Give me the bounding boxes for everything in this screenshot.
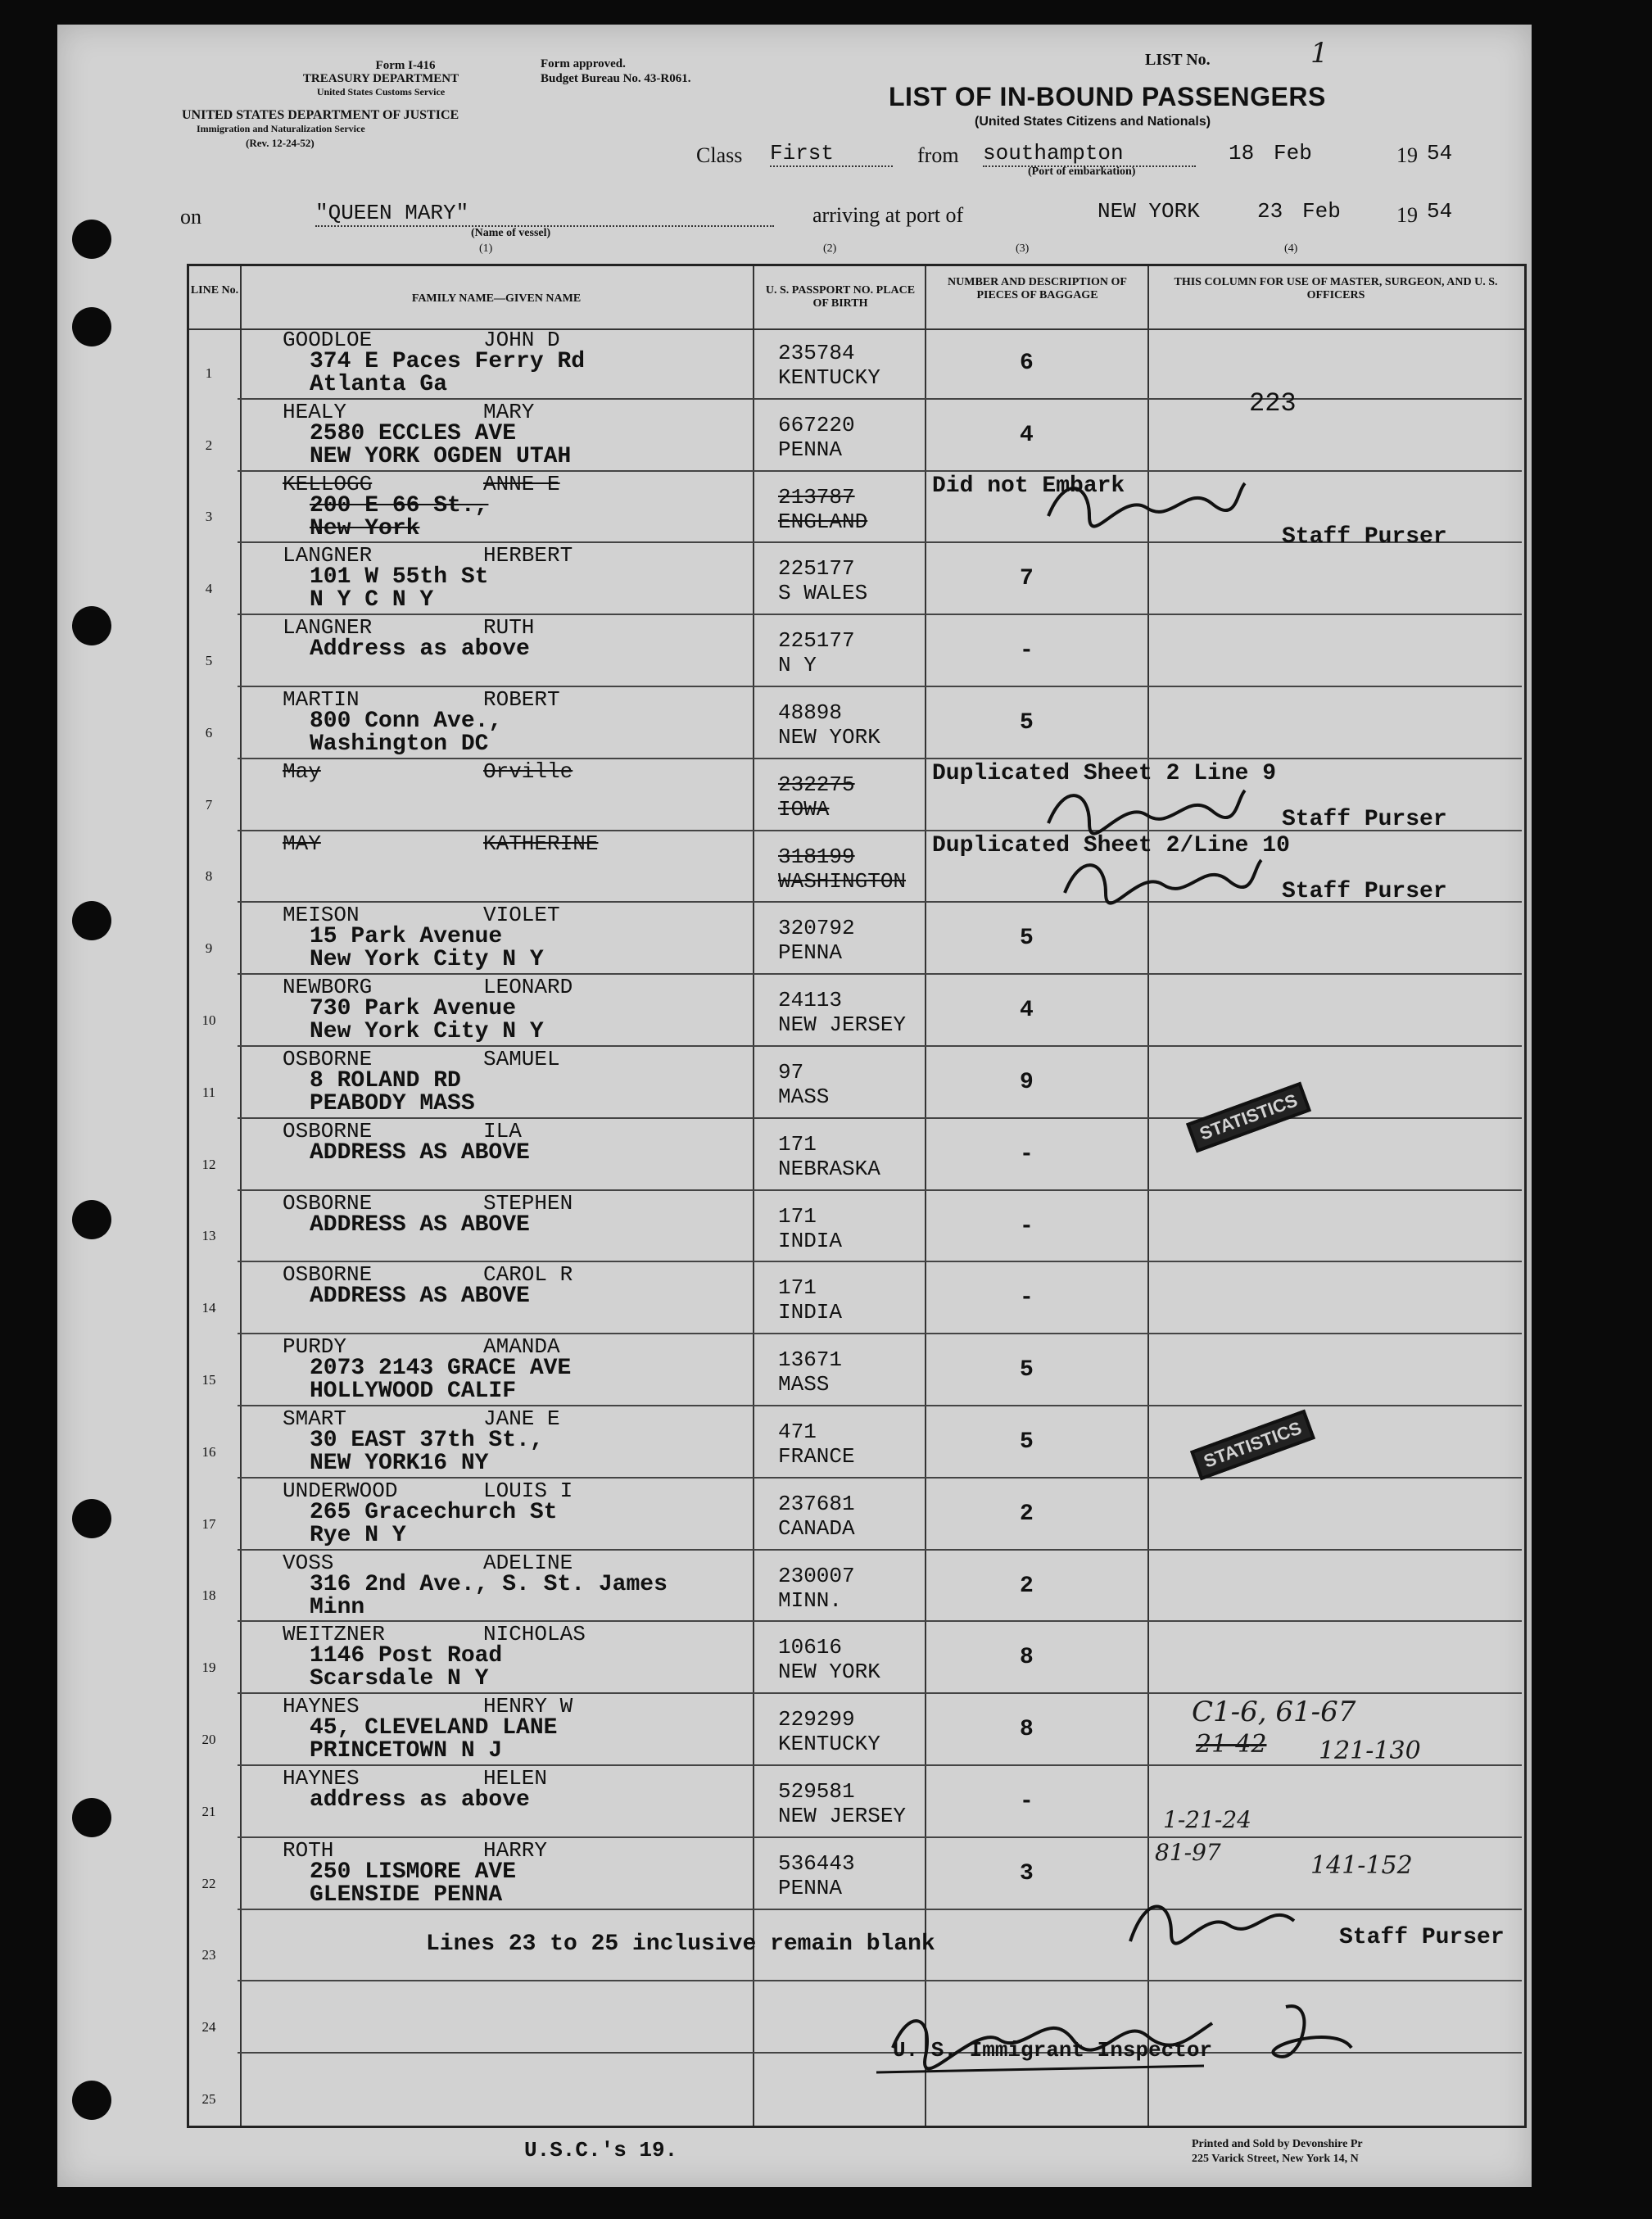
line-number: 21 (201, 1803, 216, 1819)
baggage-count: 2 (1020, 1573, 1034, 1599)
depart-year-suffix: 54 (1427, 141, 1453, 165)
address-line-2: Minn (310, 1594, 365, 1620)
baggage-count: 8 (1020, 1717, 1034, 1743)
baggage-count: 8 (1020, 1645, 1034, 1671)
given-name: LOUIS I (483, 1478, 573, 1503)
address-line-1: 8 ROLAND RD (310, 1068, 461, 1094)
line-number: 4 (205, 581, 213, 597)
binder-hole (72, 1499, 111, 1538)
row-divider (238, 470, 1522, 472)
address-line-2: GLENSIDE PENNA (310, 1882, 503, 1908)
address-line-2: Scarsdale N Y (310, 1666, 489, 1692)
address-line-1: 15 Park Avenue (310, 924, 503, 950)
binder-hole (72, 1200, 111, 1239)
address-line-1: 200 E 66 St., (310, 492, 489, 519)
line-number: 16 (201, 1443, 216, 1460)
depart-year-prefix: 19 (1396, 143, 1418, 167)
baggage-count: - (1020, 1789, 1034, 1814)
place-of-birth: KENTUCKY (778, 1732, 880, 1757)
place-of-birth: PENNA (778, 437, 843, 462)
printer-line-1: Printed and Sold by Devonshire Pr (1192, 2138, 1363, 2150)
family-name: OSBORNE (283, 1047, 373, 1071)
class-field: First (770, 141, 893, 167)
passport-number: 529581 (778, 1779, 855, 1804)
passport-number: 10616 (778, 1635, 843, 1660)
row-divider (238, 1692, 1522, 1694)
binder-hole (72, 307, 111, 346)
line-number: 18 (201, 1587, 216, 1604)
family-name: KELLOGG (283, 471, 373, 496)
officer-note: Duplicated Sheet 2/Line 10 (932, 832, 1290, 858)
class-label: Class (696, 143, 743, 167)
family-name: SMART (283, 1406, 347, 1431)
from-field: southampton (983, 141, 1196, 167)
family-name: NEWBORG (283, 975, 373, 1000)
baggage-count: 5 (1020, 926, 1034, 952)
address-line-2: NEW YORK OGDEN UTAH (310, 443, 572, 469)
family-name: ROTH (283, 1837, 334, 1863)
place-of-birth: KENTUCKY (778, 365, 880, 390)
family-name: HAYNES (283, 1766, 360, 1791)
family-name: May (283, 759, 321, 784)
given-name: HELEN (483, 1766, 548, 1791)
place-of-birth: NEW YORK (778, 1660, 880, 1685)
baggage-count: 4 (1020, 422, 1034, 448)
address-line-1: ADDRESS AS ABOVE (310, 1139, 530, 1166)
row-divider (238, 758, 1522, 759)
given-name: LEONARD (483, 975, 573, 1000)
row-divider (238, 1836, 1522, 1838)
family-name: OSBORNE (283, 1118, 373, 1143)
form-revision: (Rev. 12-24-52) (246, 137, 315, 149)
address-line-2: Rye N Y (310, 1522, 406, 1548)
address-line-1: ADDRESS AS ABOVE (310, 1284, 530, 1310)
place-of-birth: PENNA (778, 940, 843, 966)
given-name: KATHERINE (483, 831, 599, 856)
address-line-1: 2580 ECCLES AVE (310, 420, 517, 446)
purser-signature (1057, 844, 1270, 917)
baggage-count: 2 (1020, 1501, 1034, 1527)
from-label: from (917, 143, 959, 167)
row-divider (238, 1549, 1522, 1551)
depart-month: Feb (1274, 141, 1312, 165)
col-header-passport: U. S. PASSPORT NO. PLACE OF BIRTH (765, 284, 916, 310)
address-line-1: 1146 Post Road (310, 1643, 503, 1669)
justice-dept: UNITED STATES DEPARTMENT OF JUSTICE (182, 108, 459, 122)
place-of-birth: N Y (778, 653, 817, 678)
line-number: 13 (201, 1228, 216, 1244)
address-line-2: N Y C N Y (310, 587, 434, 614)
place-of-birth: ENGLAND (778, 509, 868, 534)
line-number: 17 (201, 1515, 216, 1532)
col-header-officers: THIS COLUMN FOR USE OF MASTER, SURGEON, AND U. S. OFFICERS (1174, 276, 1498, 301)
place-of-birth: NEW JERSEY (778, 1804, 907, 1828)
purser-signature (1040, 467, 1253, 541)
family-name: VOSS (283, 1550, 334, 1575)
address-line-1: 374 E Paces Ferry Rd (310, 349, 586, 374)
line-number: 24 (201, 2019, 216, 2036)
family-name: LANGNER (283, 615, 373, 641)
row-divider (238, 1117, 1522, 1119)
given-name: STEPHEN (483, 1190, 573, 1216)
col-num-1: (1) (479, 242, 493, 255)
row-divider (238, 1909, 1522, 1910)
family-name: MARTIN (283, 687, 360, 712)
row-divider (238, 398, 1522, 400)
tally-note: C1-6, 61-67 (1192, 1696, 1356, 1728)
passport-number: 318199 (778, 844, 855, 869)
purser-signature (1040, 774, 1253, 848)
family-name: OSBORNE (283, 1262, 373, 1288)
given-name: ILA (483, 1118, 522, 1143)
line-number: 25 (201, 2091, 216, 2107)
treasury-dept: TREASURY DEPARTMENT (302, 72, 459, 85)
binder-hole (72, 2081, 111, 2120)
passport-number: 229299 (778, 1707, 855, 1732)
tally-note: 141-152 (1310, 1851, 1413, 1880)
address-line-2: NEW YORK16 NY (310, 1451, 489, 1476)
line-number: 20 (201, 1732, 216, 1747)
page-subtitle: (United States Citizens and Nationals) (975, 115, 1211, 129)
passport-number: 232275 (778, 772, 855, 797)
address-line-1: ADDRESS AS ABOVE (310, 1211, 530, 1238)
given-name: NICHOLAS (483, 1622, 586, 1647)
officer-note: Did not Embark (932, 473, 1125, 499)
col-num-3: (3) (1016, 242, 1030, 255)
baggage-count: 4 (1020, 998, 1034, 1024)
arrival-month: Feb (1302, 199, 1341, 224)
line-number: 23 (201, 1947, 216, 1963)
staff-purser-line8: Staff Purser (1282, 879, 1447, 904)
passport-number: 48898 (778, 700, 843, 725)
form-approved: Form approved. (541, 57, 626, 70)
arrival-port: NEW YORK (1098, 199, 1200, 224)
tally-note: 81-97 (1155, 1839, 1221, 1866)
place-of-birth: MINN. (778, 1587, 843, 1613)
address-line-1: address as above (310, 1787, 530, 1813)
row-divider (238, 614, 1522, 615)
address-line-1: 800 Conn Ave., (310, 709, 503, 734)
given-name: ADELINE (483, 1550, 573, 1575)
arrival-day: 23 (1257, 199, 1283, 224)
place-of-birth: MASS (778, 1372, 830, 1397)
line-number: 10 (201, 1012, 216, 1028)
on-label: on (180, 205, 201, 229)
statistics-stamp: STATISTICS (1186, 1082, 1311, 1153)
family-name: LANGNER (283, 543, 373, 568)
family-name: HEALY (283, 399, 347, 424)
line-number: 22 (201, 1875, 216, 1891)
passport-number: 24113 (778, 988, 843, 1013)
blank-lines-note: Lines 23 to 25 inclusive remain blank (426, 1931, 935, 1957)
address-line-2: HOLLYWOOD CALIF (310, 1379, 517, 1405)
place-of-birth: PENNA (778, 1875, 843, 1900)
given-name: JOHN D (483, 328, 560, 352)
line-number: 2 (205, 437, 213, 453)
line-number: 19 (201, 1660, 216, 1676)
line-number: 3 (205, 509, 213, 525)
line-number: 14 (201, 1300, 216, 1316)
address-line-1: 101 W 55th St (310, 564, 489, 591)
col-header-line: LINE No. (190, 284, 239, 297)
given-name: AMANDA (483, 1334, 560, 1360)
place-of-birth: WASHINGTON (778, 868, 907, 894)
col-num-4: (4) (1284, 242, 1298, 255)
given-name: HENRY W (483, 1694, 573, 1719)
passport-number: 225177 (778, 556, 855, 582)
address-line-1: 2073 2143 GRACE AVE (310, 1356, 572, 1382)
passport-number: 171 (778, 1131, 817, 1157)
depart-day: 18 (1229, 141, 1255, 165)
given-name: CAROL R (483, 1262, 573, 1288)
statistics-stamp: STATISTICS (1190, 1410, 1315, 1481)
address-line-1: 316 2nd Ave., S. St. James (310, 1571, 668, 1597)
inspector-caption: U. S. Immigrant Inspector (893, 2038, 1213, 2063)
col-header-name: FAMILY NAME—GIVEN NAME (411, 292, 582, 305)
address-line-1: 265 Gracechurch St (310, 1499, 558, 1525)
passport-number: 235784 (778, 341, 855, 365)
passport-number: 471 (778, 1420, 817, 1444)
col-header-baggage: NUMBER AND DESCRIPTION OF PIECES OF BAGGAGE (948, 276, 1127, 301)
place-of-birth: MASS (778, 1085, 830, 1109)
line-number: 11 (201, 1084, 216, 1100)
address-line-2: New York City N Y (310, 947, 544, 973)
place-of-birth: NEBRASKA (778, 1156, 880, 1181)
usc-count: U.S.C.'s 19. (524, 2138, 678, 2162)
vessel-caption: (Name of vessel) (471, 227, 551, 239)
line-number: 5 (205, 653, 213, 668)
baggage-count: 7 (1020, 566, 1034, 592)
row-divider (238, 973, 1522, 975)
row-divider (238, 1261, 1522, 1262)
baggage-count: 3 (1020, 1860, 1034, 1886)
given-name: SAMUEL (483, 1047, 560, 1071)
passport-number: 320792 (778, 916, 855, 941)
family-name: OSBORNE (283, 1190, 373, 1216)
address-line-2: PEABODY MASS (310, 1091, 475, 1116)
baggage-count: 5 (1020, 710, 1034, 736)
place-of-birth: NEW YORK (778, 725, 880, 749)
col-num-2: (2) (823, 242, 837, 255)
row-divider (238, 1405, 1522, 1406)
binder-hole (72, 606, 111, 645)
given-name: VIOLET (483, 903, 560, 928)
address-line-2: New York (310, 515, 420, 541)
passport-number: 667220 (778, 412, 855, 437)
staff-purser-bottom: Staff Purser (1339, 1925, 1505, 1950)
baggage-count: - (1020, 1285, 1034, 1311)
staff-purser-line3: Staff Purser (1282, 524, 1447, 550)
officer-note: 223 (1249, 387, 1297, 419)
binder-hole (72, 1798, 111, 1837)
passport-number: 97 (778, 1060, 804, 1085)
row-divider (238, 1980, 1522, 1981)
family-name: UNDERWOOD (283, 1478, 398, 1503)
place-of-birth: NEW JERSEY (778, 1012, 907, 1038)
line-number: 12 (201, 1156, 216, 1172)
family-name: HAYNES (283, 1694, 360, 1719)
row-divider (238, 1477, 1522, 1479)
line-number: 6 (205, 724, 213, 740)
tally-note: 121-130 (1319, 1737, 1421, 1765)
baggage-count: - (1020, 1213, 1034, 1239)
baggage-count: - (1020, 1141, 1034, 1167)
passport-number: 213787 (778, 484, 855, 509)
given-name: ROBERT (483, 687, 560, 712)
address-line-1: 730 Park Avenue (310, 996, 517, 1022)
row-divider (238, 1620, 1522, 1622)
address-line-1: 250 LISMORE AVE (310, 1859, 517, 1885)
customs-service: United States Customs Service (316, 86, 446, 97)
given-name: Orville (483, 759, 573, 784)
address-line-1: 45, CLEVELAND LANE (310, 1715, 558, 1741)
given-name: RUTH (483, 615, 535, 641)
passport-number: 225177 (778, 628, 855, 654)
place-of-birth: FRANCE (778, 1444, 855, 1469)
list-no-label: LIST No. (1145, 51, 1211, 69)
address-line-2: Atlanta Ga (310, 372, 448, 397)
ins-service: Immigration and Naturalization Service (197, 123, 365, 134)
line-number: 1 (205, 365, 213, 381)
inspector-signature (860, 1990, 1368, 2089)
officer-note: Duplicated Sheet 2 Line 9 (932, 760, 1277, 786)
baggage-count: 5 (1020, 1357, 1034, 1383)
staff-purser-line7: Staff Purser (1282, 807, 1447, 832)
tally-note: 1-21-24 (1163, 1806, 1251, 1833)
given-name: MARY (483, 399, 535, 424)
list-no-value: 1 (1310, 37, 1328, 70)
arrival-year-suffix: 54 (1427, 199, 1453, 224)
address-line-2: PRINCETOWN N J (310, 1738, 503, 1764)
printer-line-2: 225 Varick Street, New York 14, N (1192, 2153, 1359, 2165)
row-divider (238, 686, 1522, 687)
arriving-label: arriving at port of (812, 203, 964, 227)
line-number: 9 (205, 940, 213, 957)
port-embark-caption: (Port of embarkation) (1028, 165, 1136, 178)
family-name: MAY (283, 831, 321, 856)
line-number: 8 (205, 868, 213, 885)
passport-number: 171 (778, 1275, 817, 1301)
family-name: WEITZNER (283, 1622, 385, 1647)
given-name: HARRY (483, 1837, 548, 1863)
place-of-birth: IOWA (778, 796, 830, 822)
baggage-count: 9 (1020, 1070, 1034, 1095)
row-divider (238, 1333, 1522, 1334)
address-line-2: New York City N Y (310, 1019, 544, 1045)
passport-number: 230007 (778, 1563, 855, 1588)
binder-hole (72, 220, 111, 259)
given-name: JANE E (483, 1406, 560, 1431)
form-number: Form I-416 (375, 59, 436, 72)
family-name: PURDY (283, 1334, 347, 1360)
given-name: ANNE E (483, 471, 560, 496)
address-line-1: Address as above (310, 636, 530, 663)
baggage-count: 5 (1020, 1429, 1034, 1455)
page-title: LIST OF IN-BOUND PASSENGERS (889, 82, 1326, 111)
passport-number: 13671 (778, 1347, 843, 1373)
baggage-count: - (1020, 638, 1034, 664)
passport-number: 237681 (778, 1491, 855, 1516)
place-of-birth: INDIA (778, 1300, 843, 1325)
passport-number: 171 (778, 1203, 817, 1229)
row-divider (238, 1189, 1522, 1191)
passport-number: 536443 (778, 1850, 855, 1876)
place-of-birth: S WALES (778, 581, 868, 606)
binder-hole (72, 901, 111, 940)
line-number: 7 (205, 796, 213, 813)
family-name: GOODLOE (283, 328, 373, 352)
baggage-count: 6 (1020, 351, 1034, 376)
given-name: HERBERT (483, 543, 573, 568)
tally-note: 21-42 (1196, 1730, 1267, 1759)
arrival-year-prefix: 19 (1396, 203, 1418, 227)
address-line-2: Washington DC (310, 731, 489, 757)
place-of-birth: INDIA (778, 1228, 843, 1253)
budget-bureau: Budget Bureau No. 43-R061. (541, 72, 691, 85)
address-line-1: 30 EAST 37th St., (310, 1428, 544, 1453)
purser-signature (1122, 1884, 1310, 1958)
row-divider (238, 1045, 1522, 1047)
family-name: MEISON (283, 903, 360, 928)
vessel-field: "QUEEN MARY" (315, 201, 774, 227)
line-number: 15 (201, 1372, 216, 1388)
place-of-birth: CANADA (778, 1515, 855, 1541)
